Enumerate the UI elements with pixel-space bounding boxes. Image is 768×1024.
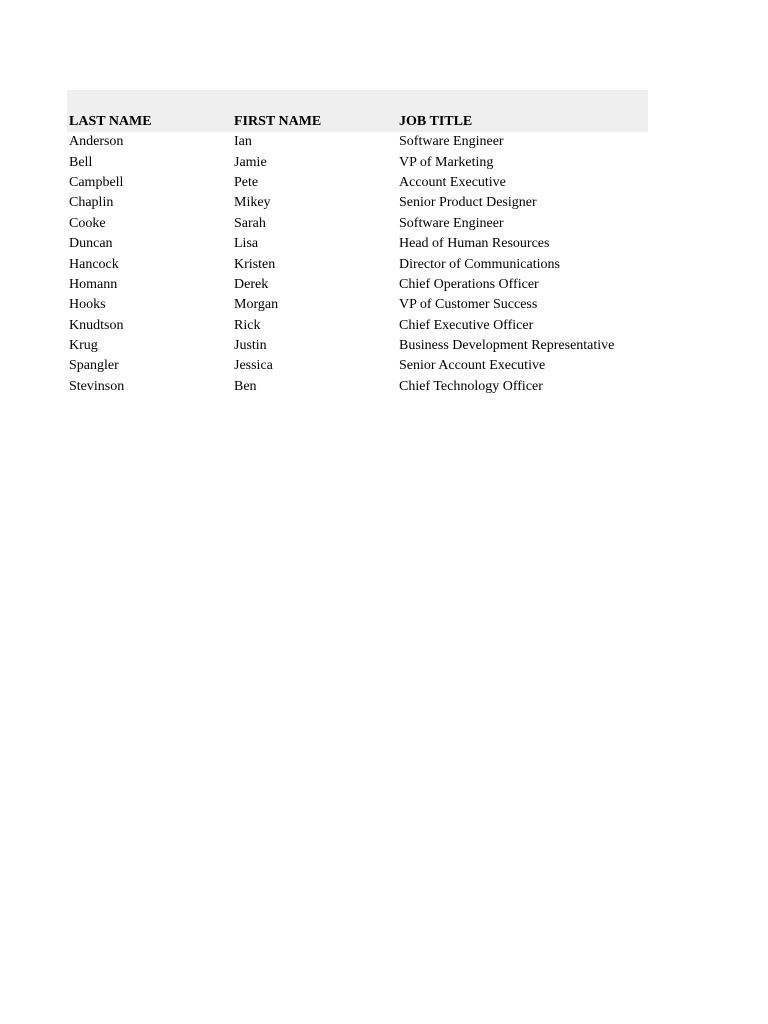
cell-last-name: Knudtson	[69, 317, 124, 333]
cell-last-name: Duncan	[69, 236, 113, 252]
cell-first-name: Lisa	[234, 236, 259, 252]
cell-last-name: Hooks	[69, 297, 106, 313]
header-job-title: JOB TITLE	[399, 114, 473, 129]
cell-last-name: Krug	[69, 338, 98, 354]
cell-job-title: Chief Technology Officer	[399, 378, 543, 394]
header-first-name: FIRST NAME	[234, 114, 322, 129]
cell-first-name: Morgan	[234, 297, 279, 313]
cell-last-name: Campbell	[69, 174, 124, 190]
cell-first-name: Ian	[234, 134, 252, 150]
cell-first-name: Jessica	[234, 358, 273, 374]
cell-first-name: Justin	[234, 338, 267, 354]
cell-last-name: Spangler	[69, 358, 119, 374]
cell-first-name: Mikey	[234, 195, 271, 211]
table-row	[67, 152, 648, 172]
cell-first-name: Jamie	[234, 154, 267, 170]
employee-table	[67, 90, 648, 397]
cell-last-name: Hancock	[69, 256, 119, 272]
table-row	[67, 295, 648, 315]
cell-job-title: Head of Human Resources	[399, 236, 550, 252]
table-row	[67, 234, 648, 254]
cell-job-title: Account Executive	[399, 174, 506, 190]
cell-first-name: Derek	[234, 276, 269, 292]
table-row	[67, 275, 648, 295]
table-row	[67, 193, 648, 213]
cell-first-name: Sarah	[234, 215, 266, 231]
table-row	[67, 173, 648, 193]
table-row	[67, 377, 648, 397]
cell-job-title: Business Development Representative	[399, 338, 615, 354]
table-row	[67, 214, 648, 234]
table-row	[67, 356, 648, 376]
cell-last-name: Anderson	[69, 134, 124, 150]
cell-first-name: Rick	[234, 317, 261, 333]
table-row	[67, 254, 648, 274]
cell-job-title: VP of Marketing	[399, 154, 494, 170]
table-row	[67, 132, 648, 152]
cell-job-title: Senior Product Designer	[399, 195, 537, 211]
table-header-row	[67, 90, 648, 132]
cell-last-name: Stevinson	[69, 378, 125, 394]
cell-first-name: Kristen	[234, 256, 276, 272]
cell-first-name: Pete	[234, 174, 259, 190]
table-row	[67, 336, 648, 356]
cell-last-name: Cooke	[69, 215, 106, 231]
cell-job-title: Chief Executive Officer	[399, 317, 534, 333]
header-last-name: LAST NAME	[69, 114, 152, 129]
cell-job-title: Director of Communications	[399, 256, 560, 272]
cell-job-title: VP of Customer Success	[399, 297, 538, 313]
table-row	[67, 316, 648, 336]
cell-last-name: Chaplin	[69, 195, 114, 211]
cell-job-title: Senior Account Executive	[399, 358, 546, 374]
cell-last-name: Homann	[69, 276, 118, 292]
cell-job-title: Chief Operations Officer	[399, 276, 539, 292]
cell-last-name: Bell	[69, 154, 93, 170]
cell-job-title: Software Engineer	[399, 215, 504, 231]
cell-job-title: Software Engineer	[399, 134, 504, 150]
cell-first-name: Ben	[234, 378, 257, 394]
